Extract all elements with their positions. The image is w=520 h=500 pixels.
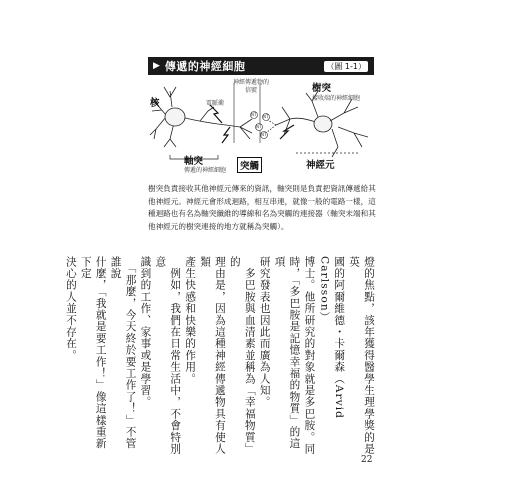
caption-paragraph: 樹突負責接收其他神經元傳來的資訊，軸突則是負責把資訊傳遞給其他神經元。神經元會形成迴路，相互串連，就像一般的電路一樣，這種迴路也有名為軸突纖維的導線和名為突觸的連接器（軸突末端和其他神經元的樹突連接的地方就稱為突觸）。 xyxy=(148,184,376,231)
transmitter-signal-label: 神經傳遞物的 信號 xyxy=(233,79,270,94)
body-line-9: 例如，我們在日常生活中，不會特別意 xyxy=(154,256,182,455)
body-line-13: 決心的人並不存在。 xyxy=(64,256,77,362)
body-line-11: 「那麼，今天終於要工作了！」不管誰說 xyxy=(109,256,137,450)
play-arrow-icon: ▶ xyxy=(153,61,160,71)
dendrite-label: 樹突 xyxy=(312,83,332,94)
body-line-6: 多巴胺與血清素並稱為「幸福物質」的 xyxy=(228,256,256,455)
dendrite-desc: 接收端的神經細胞 xyxy=(312,95,361,102)
body-line-2: 國的阿爾維德・卡爾森（Arvid Carlsson） xyxy=(318,256,346,420)
figure-number: （圖 1-1） xyxy=(326,61,366,71)
body-line-1: 燈的焦點，該年獲得醫學生理學獎的是英 xyxy=(348,256,375,455)
body-line-12: 什麼，「我就是要工作！」像這樣重新下定 xyxy=(79,256,107,450)
body-line-7: 理由是，因為這種神經傳遞物具有使人類 xyxy=(199,256,226,455)
page-number: 22 xyxy=(361,455,373,465)
body-line-8: 產生快感和快樂的作用。 xyxy=(184,256,197,385)
nt-marker-2: NT xyxy=(256,124,262,129)
figure-caption xyxy=(148,183,376,233)
nucleus-label: 核 xyxy=(150,98,160,109)
nt-marker-4: NT xyxy=(261,132,267,137)
figure-title: 傳遞的神經細胞 xyxy=(164,60,246,73)
axon-label: 軸突 xyxy=(184,156,204,167)
figure-header xyxy=(148,57,374,75)
axon-desc: 傳遞的神經細胞 xyxy=(184,167,227,174)
body-line-5: 研究發表也因此而廣為人知。 xyxy=(258,256,271,409)
neuron-label: 神經元 xyxy=(306,160,335,171)
nt-marker-3: NT xyxy=(263,114,269,119)
synapse-label: 突觸 xyxy=(237,157,262,173)
body-text xyxy=(64,256,376,456)
body-line-10: 識到的工作、家事或是學習。 xyxy=(139,256,152,409)
body-line-3: 博士。他所研究的對象就是多巴胺。同 xyxy=(303,256,316,455)
nerve-impulse-label: 電脈衝 xyxy=(206,100,225,107)
nt-marker-1: NT xyxy=(251,112,257,117)
body-line-4: 時，「多巴胺是記憶幸福的物質」的這項 xyxy=(273,256,301,450)
neuron-diagram xyxy=(148,77,374,177)
